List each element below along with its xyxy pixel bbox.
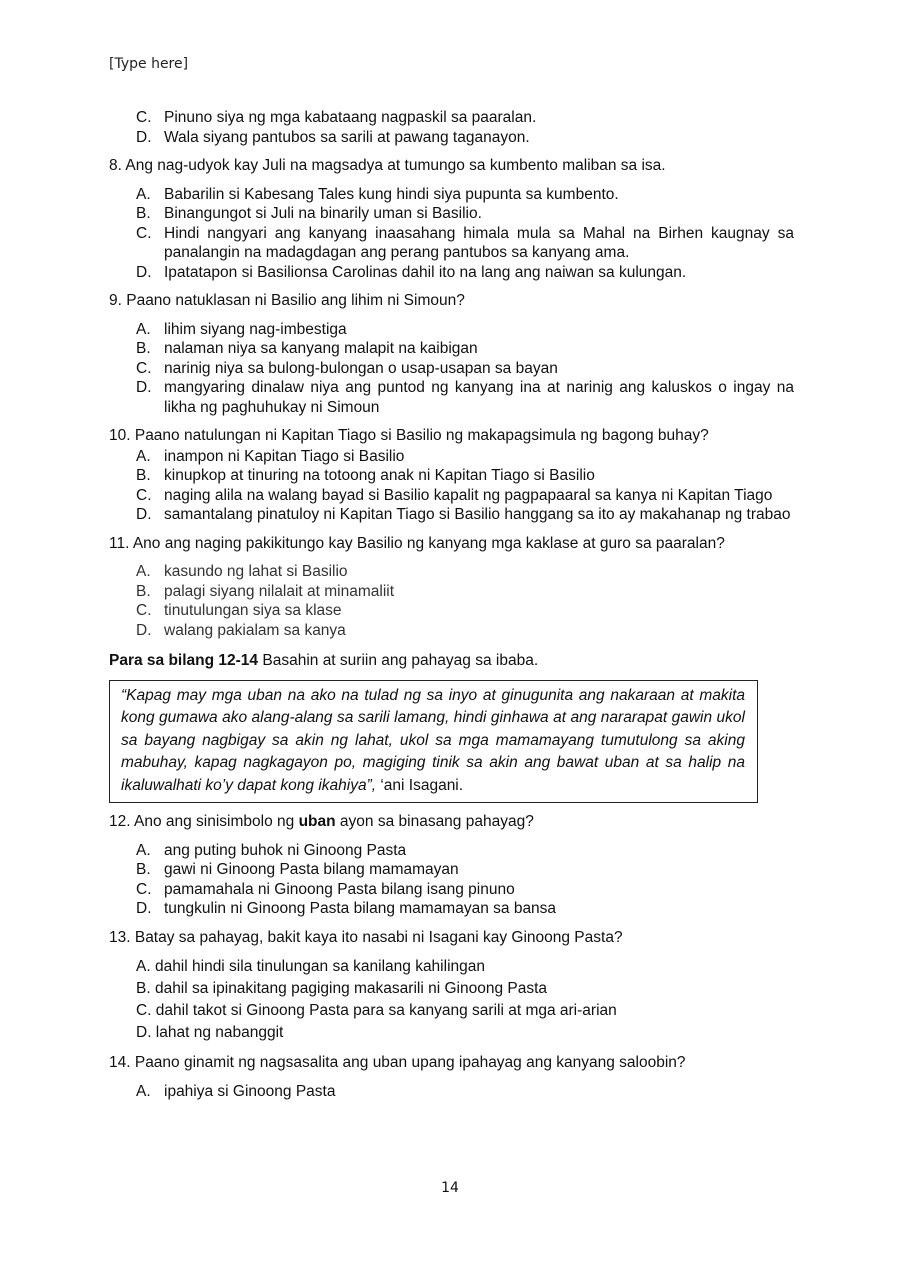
question-8-options: [109, 185, 794, 283]
question-10: 10. Paano natulungan ni Kapitan Tiago si Basilio ng makapagsimula ng bagong buhay?: [109, 427, 709, 444]
option-a: A. inampon ni Kapitan Tiago si Basilio: [136, 447, 405, 465]
option-c: C. narinig niya sa bulong-bulongan o usap-usapan sa bayan: [136, 359, 558, 377]
instruction-rest: Basahin at suriin ang pahayag sa ibaba.: [258, 652, 539, 669]
document-body: [109, 108, 794, 1101]
option-b: B. gawi ni Ginoong Pasta bilang mamamayan: [136, 861, 459, 878]
option-d: D. lahat ng nabanggit: [136, 1024, 284, 1041]
question-8: 8. Ang nag-udyok kay Juli na magsadya at tumungo sa kumbento maliban sa isa.: [109, 157, 666, 174]
option-a: A. lihim siyang nag-imbestiga: [136, 320, 347, 338]
question-14: 14. Paano ginamit ng nagsasalita ang uban upang ipahayag ang kanyang saloobin?: [109, 1054, 686, 1071]
option-d: D. samantalang pinatuloy ni Kapitan Tiago si Basilio hanggang sa ito ay makahanap ng trabao: [136, 506, 791, 523]
instruction: [109, 651, 794, 671]
option-b: B. kinupkop at tinuring na totoong anak ni Kapitan Tiago si Basilio: [136, 467, 595, 484]
option-d: D. Ipatatapon si Basilionsa Carolinas dahil ito na lang ang naiwan sa kulungan.: [136, 263, 687, 281]
option-d: D. walang pakialam sa kanya: [136, 621, 346, 639]
question-10-options: [109, 447, 794, 525]
option-c: C. tinutulungan siya sa klase: [136, 602, 342, 619]
option-a: A. Babarilin si Kabesang Tales kung hindi siya pupunta sa kumbento.: [136, 185, 619, 203]
option-c: C. Hindi nangyari ang kanyang inaasahang himala mula sa Mahal na Birhen kaugnay sa panalangin na madagdagan ang perang pantubos sa kanyang ama.: [136, 224, 794, 261]
option-b: B. dahil sa ipinakitang pagiging makasarili ni Ginoong Pasta: [136, 980, 547, 997]
quote-text: “Kapag may mga uban na ako na tulad ng sa inyo at ginugunita ang nakaraan at makita kong gumawa ako alang-alang sa sarili lamang, hindi ginhawa at ang nararapat gawin ukol sa bayang nagbigay sa akin ng lahat, ukol sa mga mamamayang tumutulong sa aking mabuhay, kapag nagkagayon po, magiging tinik sa akin ang bawat uban at sa halip na ikaluwalhati ko’y dapat kong ikahiya”,: [121, 686, 745, 794]
question-13-options: [109, 956, 794, 1044]
question-9: 9. Paano natuklasan ni Basilio ang lihim ni Simoun?: [109, 292, 465, 309]
question-12-options: [109, 841, 794, 919]
question-11: 11. Ano ang naging pakikitungo kay Basilio ng kanyang mga kaklase at guro sa paaralan?: [109, 534, 725, 552]
option-d: D. Wala siyang pantubos sa sarili at pawang taganayon.: [136, 128, 530, 146]
quote-attribution: ‘ani Isagani.: [376, 776, 464, 794]
option-b: B. nalaman niya sa kanyang malapit na kaibigan: [136, 340, 478, 357]
option-c: C. naging alila na walang bayad si Basilio kapalit ng pagpapaaral sa kanya ni Kapitan Tiago: [136, 486, 773, 504]
option-c: C. dahil takot si Ginoong Pasta para sa kanyang sarili at mga ari-arian: [136, 1002, 617, 1019]
question-12: 12. Ano ang sinisimbolo ng uban ayon sa binasang pahayag?: [109, 813, 534, 830]
option-d: D. tungkulin ni Ginoong Pasta bilang mamamayan sa bansa: [136, 900, 557, 917]
option-c: C. pamamahala ni Ginoong Pasta bilang isang pinuno: [136, 880, 515, 898]
option-a: A. kasundo ng lahat si Basilio: [136, 563, 348, 580]
page-number: 14: [441, 1180, 459, 1196]
instruction-bold: Para sa bilang 12-14: [109, 652, 259, 669]
question-11-options: [109, 562, 794, 640]
option-b: B. Binangungot si Juli na binarily uman si Basilio.: [136, 205, 482, 222]
option-a: A. ipahiya si Ginoong Pasta: [136, 1082, 336, 1100]
quote-box: [109, 680, 758, 804]
option-b: B. palagi siyang nilalait at minamaliit: [136, 582, 395, 600]
option-a: A. ang puting buhok ni Ginoong Pasta: [136, 841, 407, 859]
keyword-uban: uban: [298, 813, 336, 830]
option-d: D. mangyaring dinalaw niya ang puntod ng kanyang ina at narinig ang kaluskos o ingay na likha ng paghuhukay ni Simoun: [136, 379, 794, 416]
question-9-options: [109, 320, 794, 418]
option-a: A. dahil hindi sila tinulungan sa kanilang kahilingan: [136, 958, 485, 975]
option-c: C. Pinuno siya ng mga kabataang nagpaskil sa paaralan.: [136, 109, 537, 126]
prev-question-options: [109, 108, 794, 147]
page-header: [Type here]: [109, 56, 189, 72]
question-13: 13. Batay sa pahayag, bakit kaya ito nasabi ni Isagani kay Ginoong Pasta?: [109, 928, 623, 946]
question-14-options: [109, 1082, 794, 1102]
